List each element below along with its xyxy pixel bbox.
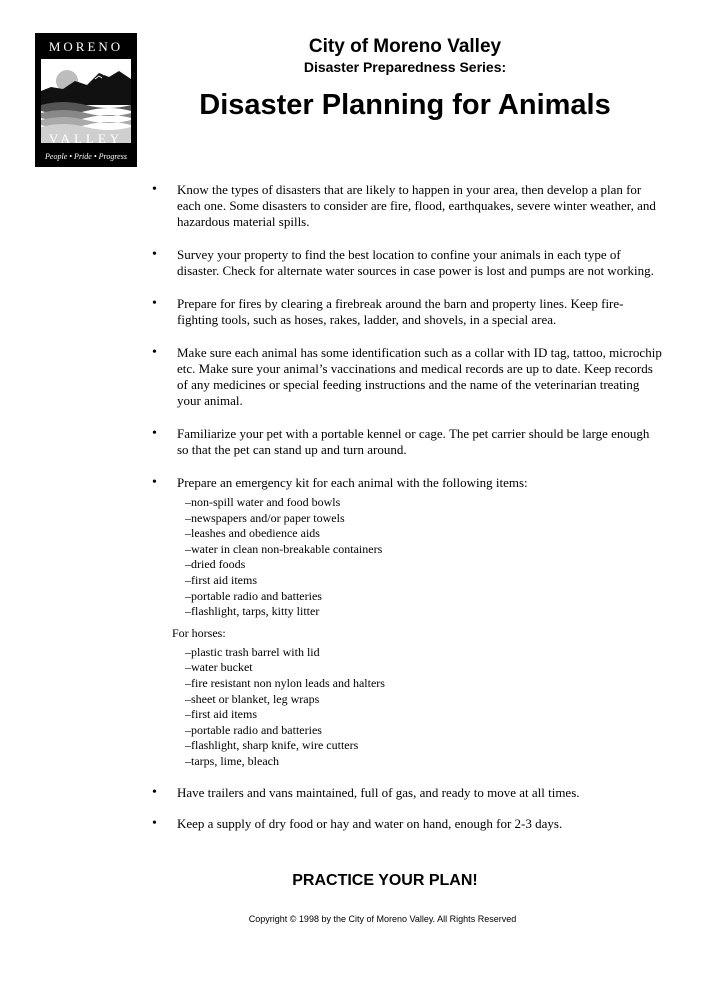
kit-item: – portable radio and batteries: [185, 589, 662, 605]
kit-item: – newspapers and/or paper towels: [185, 511, 662, 527]
horse-item: – sheet or blanket, leg wraps: [185, 692, 662, 708]
kit-item: – first aid items: [185, 573, 662, 589]
horse-item: – fire resistant non nylon leads and halters: [185, 676, 662, 692]
kit-item: – water in clean non-breakable containers: [185, 542, 662, 558]
list-item: • Have trailers and vans maintained, full of gas, and ready to move at all times.: [150, 785, 662, 801]
copyright-notice: Copyright © 1998 by the City of Moreno Valley. All Rights Reserved: [248, 914, 517, 924]
moreno-valley-logo: [35, 33, 137, 167]
header-city: City of Moreno Valley: [308, 36, 502, 57]
list-item: • Prepare for fires by clearing a firebreak around the barn and property lines. Keep fire-fighting tools, such as hoses, rakes, ladder, and shovels, in a special area.: [150, 296, 662, 328]
page-title: Disaster Planning for Animals: [199, 89, 611, 121]
list-item: • Make sure each animal has some identification such as a collar with ID tag, tattoo, microchip etc. Make sure your animal’s vaccinations and medical records are up to date. Keep records of any medicines or special feeding instructions and the name of the veterinarian treating your animal.: [150, 345, 662, 409]
kit-item: – leashes and obedience aids: [185, 526, 662, 542]
logo-top-text: MORENO: [48, 39, 124, 54]
logo-tagline: People • Pride • Progress: [45, 152, 127, 161]
horse-item: – flashlight, sharp knife, wire cutters: [185, 738, 662, 754]
horse-item: – tarps, lime, bleach: [185, 754, 662, 770]
kit-item: – flashlight, tarps, kitty litter: [185, 604, 662, 620]
horse-item: – portable radio and batteries: [185, 723, 662, 739]
kit-item: – dried foods: [185, 557, 662, 573]
horse-items-list: [185, 645, 662, 770]
list-item: • Familiarize your pet with a portable kennel or cage. The pet carrier should be large enough so that the pet can stand up and turn around.: [150, 426, 662, 458]
document-body: [150, 182, 662, 832]
header-series: Disaster Preparedness Series:: [303, 59, 507, 75]
list-item: • Survey your property to find the best location to confine your animals in each type of disaster. Check for alternate water sources in case power is lost and pumps are not working.: [150, 247, 662, 279]
logo-bottom-text: VALLEY: [48, 131, 124, 146]
list-item: • Prepare an emergency kit for each animal with the following items:: [150, 475, 662, 491]
kit-items-list: [185, 495, 662, 620]
kit-item: – non-spill water and food bowls: [185, 495, 662, 511]
horse-item: – water bucket: [185, 660, 662, 676]
horse-item: – plastic trash barrel with lid: [185, 645, 662, 661]
list-item: • Know the types of disasters that are likely to happen in your area, then develop a plan for each one. Some disasters to consider are fire, flood, earthquakes, severe winter weather, and hazardous material spills.: [150, 182, 662, 230]
list-item: • Keep a supply of dry food or hay and water on hand, enough for 2-3 days.: [150, 816, 662, 832]
practice-your-plan: PRACTICE YOUR PLAN!: [292, 872, 478, 889]
horses-label: For horses:: [172, 625, 226, 640]
horse-item: – first aid items: [185, 707, 662, 723]
